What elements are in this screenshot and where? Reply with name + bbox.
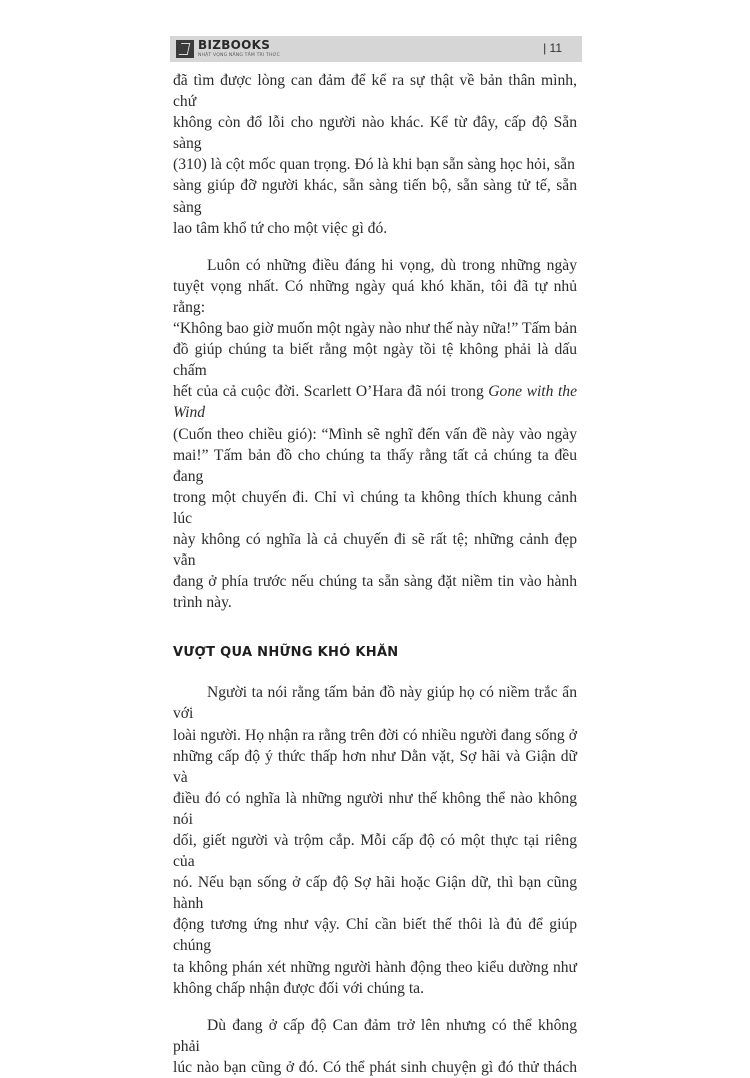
section-heading: VƯỢT QUA NHỮNG KHÓ KHĂN: [173, 645, 399, 661]
paragraph-3: Người ta nói rằng tấm bản đồ này giúp họ có niềm trắc ẩn với loài người. Họ nhận ra rằng trên đời có nhiều người đang sống ở những cấp độ ý thức thấp hơn như Dằn vặt, Sợ hãi và Giận dữ và điều đó có nghĩa là những người như thế không thể nào không nói dối, giết người và trộm cắp. Mỗi cấp độ có một thực tại riêng của nó. Nếu bạn sống ở cấp độ Sợ hãi hoặc Giận dữ, thì bạn cũng hành động tương ứng như vậy. Chỉ cần biết thế thôi là đủ để giúp chúng ta không phán xét những người hành động theo kiểu dường như không chấp nhận được đối với chúng ta.: [173, 684, 577, 997]
paragraph-4: Dù đang ở cấp độ Can đảm trở lên nhưng có thể không phải lúc nào bạn cũng ở đó. Có thể phát sinh chuyện gì đó thử thách: [173, 1016, 577, 1076]
page-body: [173, 70, 577, 1078]
line-with-title: hết của cả cuộc đời. Scarlett O’Hara đã nói trong Gone with the Wind: [173, 383, 577, 422]
page-number: | 11: [543, 41, 562, 55]
paragraph-1: đã tìm được lòng can đảm để kể ra sự thật về bản thân mình, chứ không còn đổ lỗi cho người nào khác. Kể từ đây, cấp độ Sẵn sàng (310) là cột mốc quan trọng. Đó là khi bạn sẵn sàng học hỏi, sẵn sàng giúp đỡ người khác, sẵn sàng tiến bộ, sẵn sàng tử tế, sẵn sàng lao tâm khổ tứ cho một việc gì đó.: [173, 72, 577, 237]
bizbooks-logo-icon: [176, 40, 194, 58]
book-title: Gone with the Wind: [173, 383, 577, 422]
running-header: [170, 36, 582, 62]
brand-tagline: NHẬT VỌNG NÂNG TẦM TRI THỨC: [198, 53, 280, 58]
paragraph-2: Luôn có những điều đáng hi vọng, dù trong những ngày tuyệt vọng nhất. Có những ngày quá khó khăn, tôi đã tự nhủ rằng: “Không bao giờ muốn một ngày nào như thế này nữa!” Tấm bản đồ giúp chúng ta biết rằng một ngày tồi tệ không phải là dấu chấm hết của cả cuộc đời. Scarlett O’Hara đã nói trong Gone with the Wind (Cuốn theo chiều gió): “Mình sẽ nghĩ đến vấn đề này vào ngày mai!” Tấm bản đồ cho chúng ta thấy rằng tất cả chúng ta đều đang trong một chuyến đi. Chỉ vì chúng ta không thích khung cảnh lúc này không có nghĩa là cả chuyến đi sẽ rất tệ; những cảnh đẹp vẫn đang ở phía trước nếu chúng ta sẵn sàng đặt niềm tin vào hành trình này.: [173, 256, 577, 612]
brand-name: BIZBOOKS: [198, 38, 271, 52]
